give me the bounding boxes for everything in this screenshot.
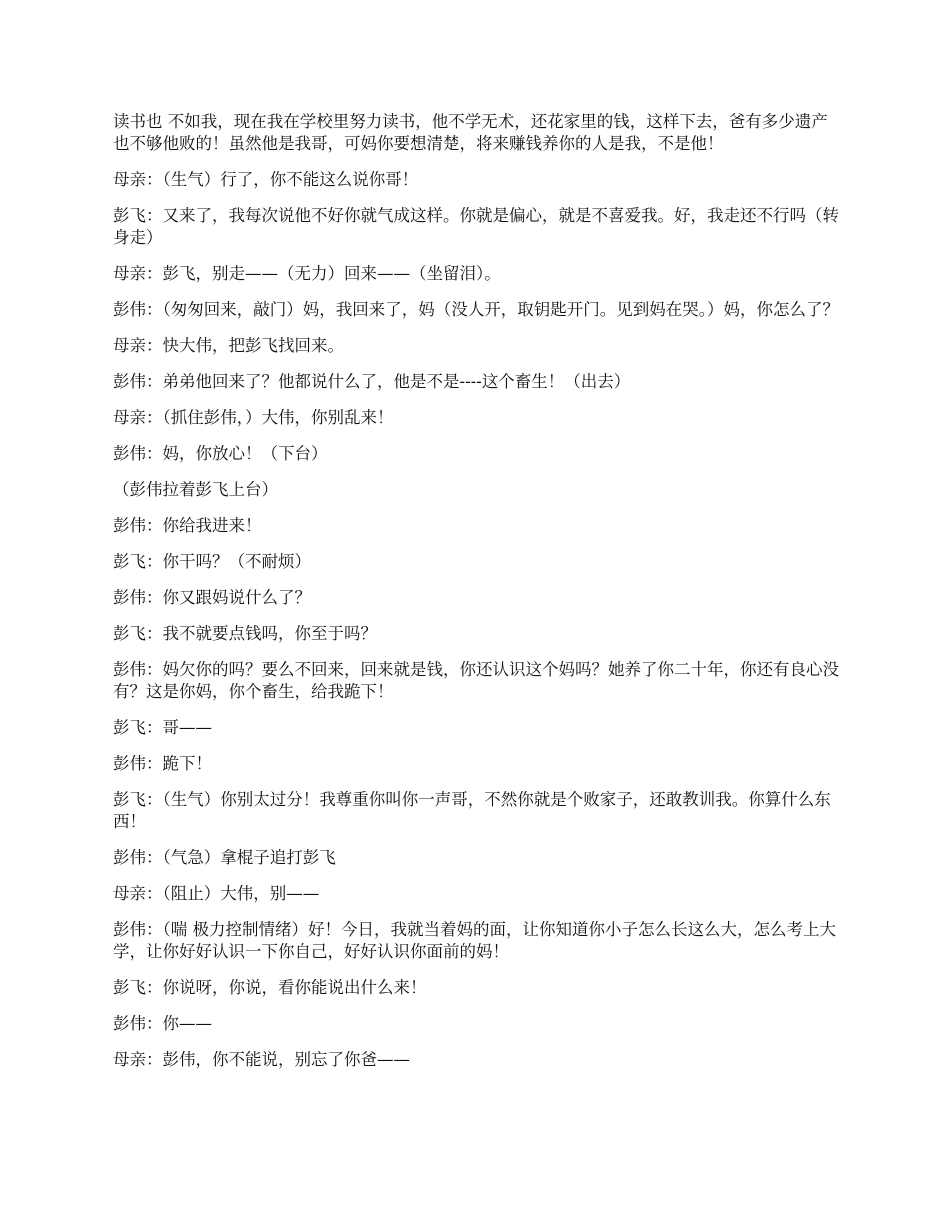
paragraph: 彭飞：你干吗？（不耐烦）: [113, 552, 311, 571]
paragraph: 彭伟：你又跟妈说什么了？: [113, 588, 311, 607]
script-body: [113, 111, 841, 1085]
paragraph: 彭伟：你——: [113, 1014, 212, 1033]
paragraph: 母亲：快大伟，把彭飞找回来。: [113, 336, 344, 355]
paragraph: 彭飞：我不就要点钱吗，你至于吗？: [113, 624, 377, 643]
paragraph: 彭飞：你说呀，你说，看你能说出什么来！: [113, 978, 427, 997]
paragraph: 彭伟：弟弟他回来了？他都说什么了，他是不是----这个畜生！（出去）: [113, 372, 631, 391]
paragraph: 彭飞：又来了，我每次说他不好你就气成这样。你就是偏心，就是不喜爱我。好，我走还不行吗（转身走）: [113, 206, 839, 247]
paragraph: 彭伟：（匆匆回来，敲门）妈，我回来了，妈（没人开，取钥匙开门。见到妈在哭。）妈，你怎么了？: [113, 300, 839, 319]
paragraph: 母亲：（阻止）大伟，别——: [113, 884, 320, 903]
paragraph: 彭伟：（喘 极力控制情绪）好！今日，我就当着妈的面，让你知道你小子怎么长这么大，怎么考上大学，让你好好认识一下你自己，好好认识你面前的妈！: [113, 920, 836, 961]
paragraph: 母亲：（生气）行了，你不能这么说你哥！: [113, 170, 419, 189]
paragraph: 读书也 不如我，现在我在学校里努力读书，他不学无术，还花家里的钱，这样下去，爸有多少遗产也不够他败的！虽然他是我哥，可妈你要想清楚，将来赚钱养你的人是我，不是他！: [113, 112, 828, 153]
paragraph: 彭飞：（生气）你别太过分！我尊重你叫你一声哥，不然你就是个败家子，还敢教训我。你算什么东西！: [113, 790, 831, 831]
paragraph: 彭伟：妈欠你的吗？要么不回来，回来就是钱，你还认识这个妈吗？她养了你二十年，你还有良心没有？这是你妈，你个畜生，给我跪下！: [113, 660, 839, 701]
paragraph: 母亲：彭飞，别走——（无力）回来——（坐留泪）。: [113, 264, 501, 283]
paragraph: 彭伟：妈，你放心！（下台）: [113, 444, 328, 463]
paragraph: 彭飞：哥——: [113, 718, 212, 737]
paragraph: 彭伟：（气急）拿棍子追打彭飞: [113, 848, 336, 867]
paragraph: （彭伟拉着彭飞上台）: [113, 480, 278, 499]
paragraph: 彭伟：跪下！: [113, 754, 212, 773]
paragraph: 母亲：（抓住彭伟，）大伟，你别乱来！: [113, 408, 394, 427]
paragraph: 母亲：彭伟，你不能说，别忘了你爸——: [113, 1050, 410, 1069]
paragraph: 彭伟：你给我进来！: [113, 516, 262, 535]
